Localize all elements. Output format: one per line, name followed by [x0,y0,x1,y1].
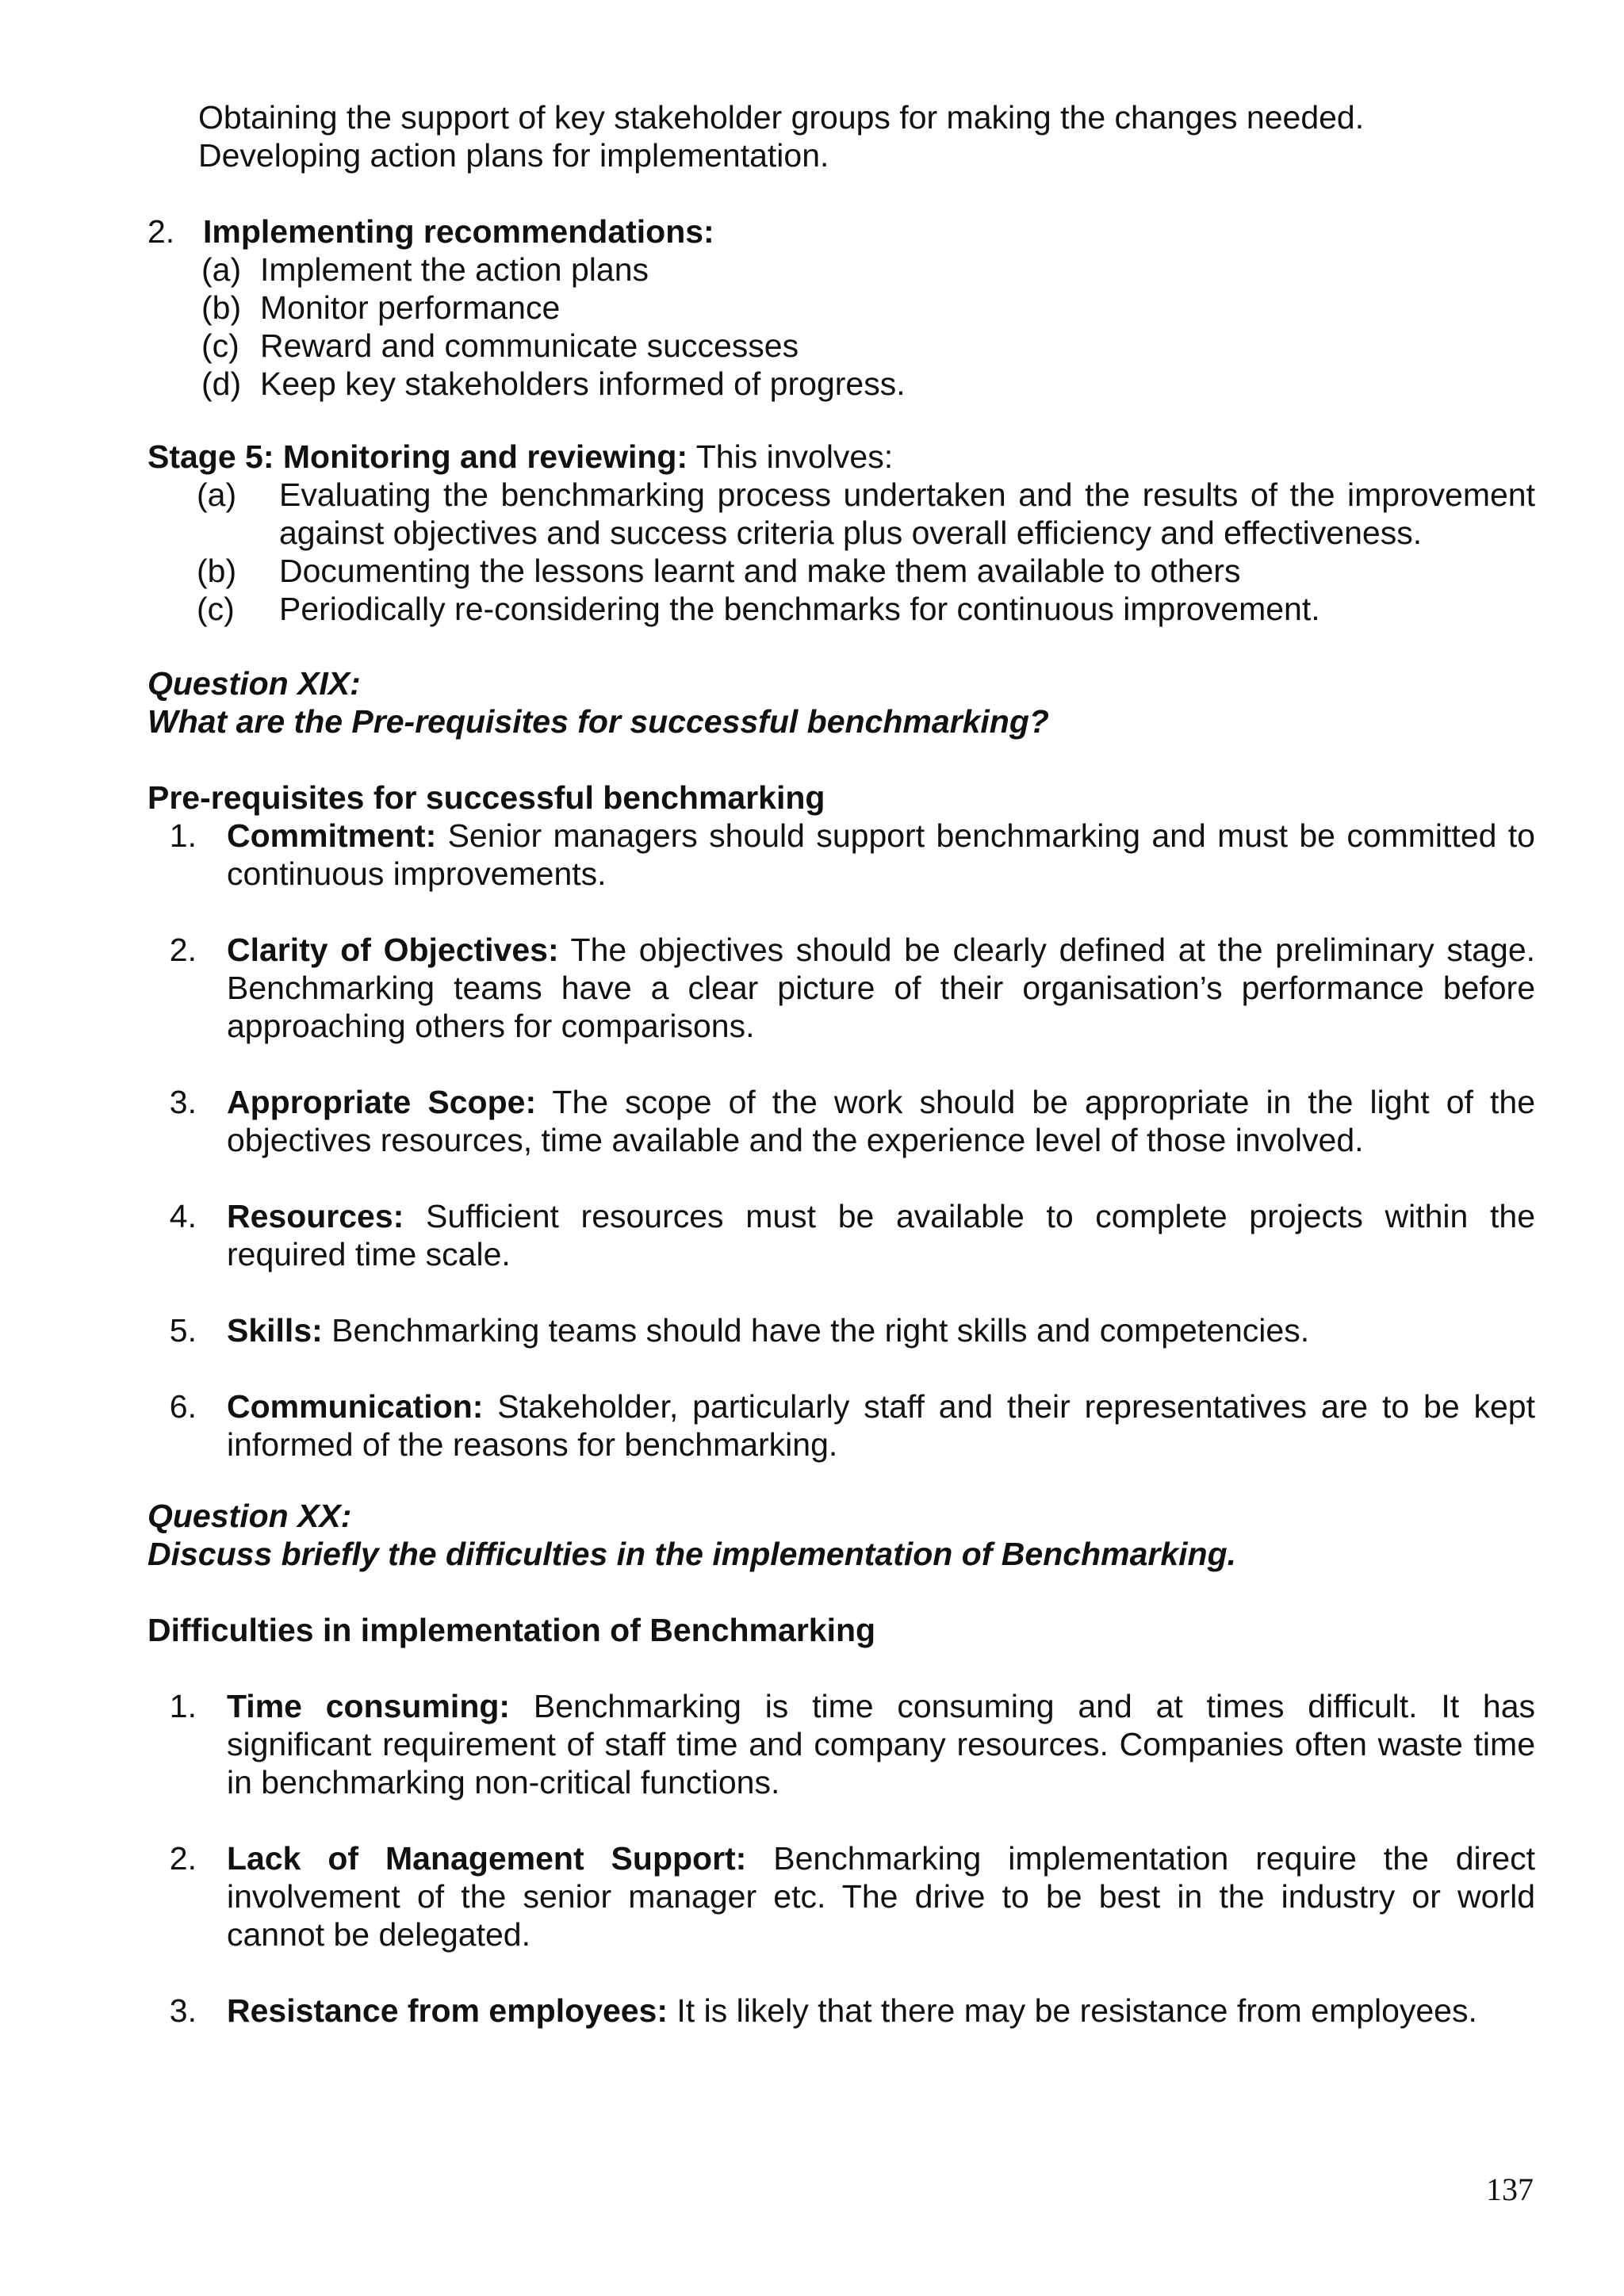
item-line: Evaluating the benchmarking process undertaken and the results of the improvement [279,476,1535,513]
list-item [227,1311,1535,1349]
implementing-section [147,212,1496,403]
prerequisites-list [147,817,1536,1463]
item-number: 1. [169,817,197,854]
item-line [227,1992,1535,2030]
item-text: Benchmarking is time consuming and at times difficult. It has [510,1688,1535,1724]
page-number: 137 [1486,2172,1534,2207]
list-item [227,1083,1535,1159]
item-label: (a) [197,476,237,513]
item-line: informed of the reasons for benchmarking. [227,1426,838,1463]
item-line: objectives resources, time available and the experience level of those involved. [227,1122,1364,1158]
item-number: 3. [169,1084,197,1120]
item-term: Commitment: [227,817,437,854]
list-item [227,931,1535,1045]
list-item [227,1687,1535,1801]
item-label: (a) [201,251,242,288]
item-line [227,1083,1535,1121]
item-line: significant requirement of staff time and company resources. Companies often waste time [227,1726,1535,1762]
continuation-text [198,98,1364,174]
item-text: The scope of the work should be appropriate in the light of the [536,1084,1535,1120]
item-label: (b) [197,553,237,589]
item-line: Benchmarking teams have a clear picture of their organisation’s performance before [227,970,1535,1006]
difficulties-list [147,1687,1535,2052]
item-line [227,1839,1535,1877]
item-term: Clarity of Objectives: [227,932,559,968]
q20-heading-block [147,1611,875,1649]
section-number: 2. [147,213,175,250]
stage5-heading: Stage 5: Monitoring and reviewing: [147,438,688,475]
list-item [279,476,1535,552]
list-item: Reward and communicate successes [260,327,799,364]
stage5-intro: This involves: [688,438,894,475]
item-text: It is likely that there may be resistance from employees. [668,1992,1477,2029]
item-number: 1. [169,1688,197,1724]
list-item [227,1387,1535,1464]
list-item [227,1197,1535,1273]
item-line [227,817,1535,855]
list-item [227,1839,1535,1954]
list-item: Periodically re-considering the benchmarks for continuous improvement. [279,591,1320,627]
item-term: Appropriate Scope: [227,1084,537,1120]
item-line: required time scale. [227,1236,511,1272]
paragraph-line: Developing action plans for implementation. [198,137,829,174]
item-label: (b) [201,289,242,326]
item-text: Stakeholder, particularly staff and their representatives are to be kept [483,1388,1535,1425]
item-number: 5. [169,1312,197,1349]
item-number: 3. [169,1992,197,2029]
item-line: continuous improvements. [227,855,607,892]
item-line: cannot be delegated. [227,1916,530,1953]
paragraph-line: Obtaining the support of key stakeholder groups for making the changes needed. [198,99,1365,136]
item-line: in benchmarking non-critical functions. [227,1764,780,1800]
item-label: (d) [201,365,242,402]
item-line: approaching others for comparisons. [227,1008,755,1044]
item-text: The objectives should be clearly defined at the preliminary stage. [558,932,1536,968]
list-item [227,817,1535,893]
section-heading: Pre-requisites for successful benchmarking [147,779,825,816]
list-item: Keep key stakeholders informed of progress. [260,365,906,402]
list-item [227,1992,1535,2030]
item-label: (c) [201,327,239,364]
item-line [227,1197,1535,1235]
list-item: Monitor performance [260,289,561,326]
question-20 [147,1497,1236,1573]
item-line [227,1311,1535,1349]
item-line: against objectives and success criteria plus overall efficiency and effectiveness. [279,515,1423,551]
question-text: What are the Pre-requisites for successful benchmarking? [147,703,1049,740]
item-line [227,1687,1535,1725]
item-term: Skills: [227,1312,323,1349]
question-19 [147,664,1049,740]
q19-heading-block [147,779,825,817]
item-number: 2. [169,932,197,968]
item-term: Communication: [227,1388,484,1425]
question-text: Discuss briefly the difficulties in the implementation of Benchmarking. [147,1536,1236,1572]
question-label: Question XIX: [147,665,361,702]
section-heading: Difficulties in implementation of Benchmarking [147,1612,876,1648]
stage5-section [147,438,1535,636]
item-term: Time consuming: [227,1688,511,1724]
item-text: Sufficient resources must be available to complete projects within the [404,1198,1535,1234]
item-label: (c) [197,591,235,627]
question-label: Question XX: [147,1498,352,1534]
list-item: Documenting the lessons learnt and make them available to others [279,553,1241,589]
item-line: involvement of the senior manager etc. The drive to be best in the industry or world [227,1878,1535,1915]
section-heading: Implementing recommendations: [203,213,714,250]
item-number: 6. [169,1388,197,1425]
stage5-heading-line [147,438,1535,476]
item-number: 4. [169,1198,197,1234]
item-line [227,931,1535,969]
list-item: Implement the action plans [260,251,649,288]
item-line [227,1387,1535,1425]
item-term: Resources: [227,1198,404,1234]
item-term: Lack of Management Support: [227,1840,747,1877]
item-text: Benchmarking implementation require the direct [746,1840,1535,1877]
item-text: Benchmarking teams should have the right skills and competencies. [322,1312,1310,1349]
item-term: Resistance from employees: [227,1992,668,2029]
item-number: 2. [169,1840,197,1877]
item-text: Senior managers should support benchmarking and must be committed to [436,817,1535,854]
